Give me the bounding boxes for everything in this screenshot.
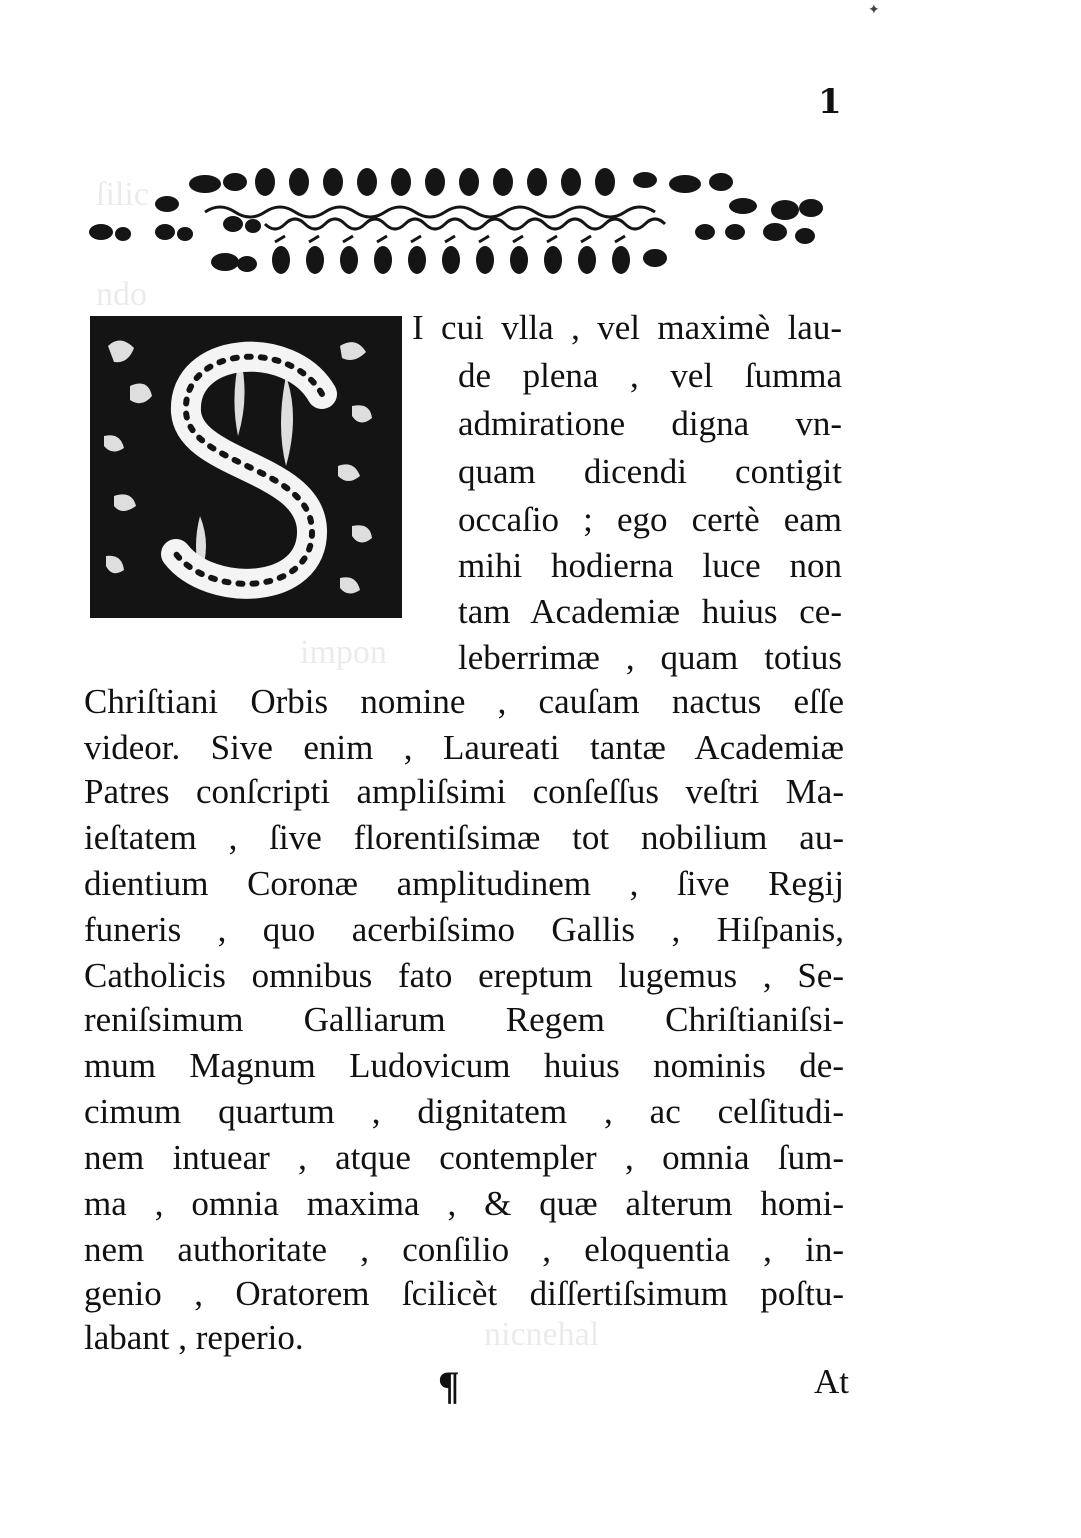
text-line: Catholicis omnibus fato ereptum lugemus , Se- (84, 956, 844, 995)
decorated-initial (90, 316, 402, 618)
text-line: funeris , quo acerbiſsimo Gallis , Hiſpanis, (84, 910, 844, 949)
show-through-fragment: nicnehal (484, 1316, 600, 1353)
text-line: quam dicendi contigit (458, 452, 842, 491)
signature-mark: ¶ (438, 1363, 460, 1408)
corner-speck: ✦ (868, 2, 880, 18)
text-line: reniſsimum Galliarum Regem Chriſtianiſsi- (84, 1000, 844, 1039)
text-line: videor. Sive enim , Laureati tantæ Academiæ (84, 728, 844, 767)
text-line: mum Magnum Ludovicum huius nominis de- (84, 1046, 844, 1085)
text-line: ieſtatem , ſive florentiſsimæ tot nobilium au- (84, 818, 844, 857)
text-line: tam Academiæ huius ce- (458, 592, 842, 631)
text-line: leberrimæ , quam totius (458, 638, 842, 677)
show-through-fragment: ſilic (96, 176, 149, 213)
text-line: nem authoritate , conſilio , eloquentia , in- (84, 1230, 844, 1269)
text-line: de plena , vel ſumma (458, 356, 842, 395)
page-number: 1 (818, 82, 842, 122)
show-through-fragment: impon (300, 634, 387, 671)
text-line: cimum quartum , dignitatem , ac celſitudi- (84, 1092, 844, 1131)
text-line: nem intuear , atque contempler , omnia ſum- (84, 1138, 844, 1177)
show-through-fragment: ndo (96, 276, 147, 313)
text-line: mihi hodierna luce non (458, 546, 842, 585)
text-line: I cui vlla , vel maximè lau- (412, 308, 842, 347)
text-line: genio , Oratorem ſcilicèt diſſertiſsimum poſtu- (84, 1274, 844, 1313)
text-line: occaſio ; ego certè eam (458, 500, 842, 539)
text-line: Chriſtiani Orbis nomine , cauſam nactus eſſe (84, 682, 844, 721)
text-line: labant , reperio. (84, 1318, 304, 1357)
text-line: ma , omnia maxima , & quæ alterum homi- (84, 1184, 844, 1223)
text-line: admiratione digna vn- (458, 404, 842, 443)
headpiece-ornament (85, 162, 845, 280)
text-line: Patres conſcripti ampliſsimi conſeſſus veſtri Ma- (84, 772, 844, 811)
text-line: dientium Coronæ amplitudinem , ſive Regij (84, 864, 844, 903)
catchword: At (814, 1362, 849, 1401)
